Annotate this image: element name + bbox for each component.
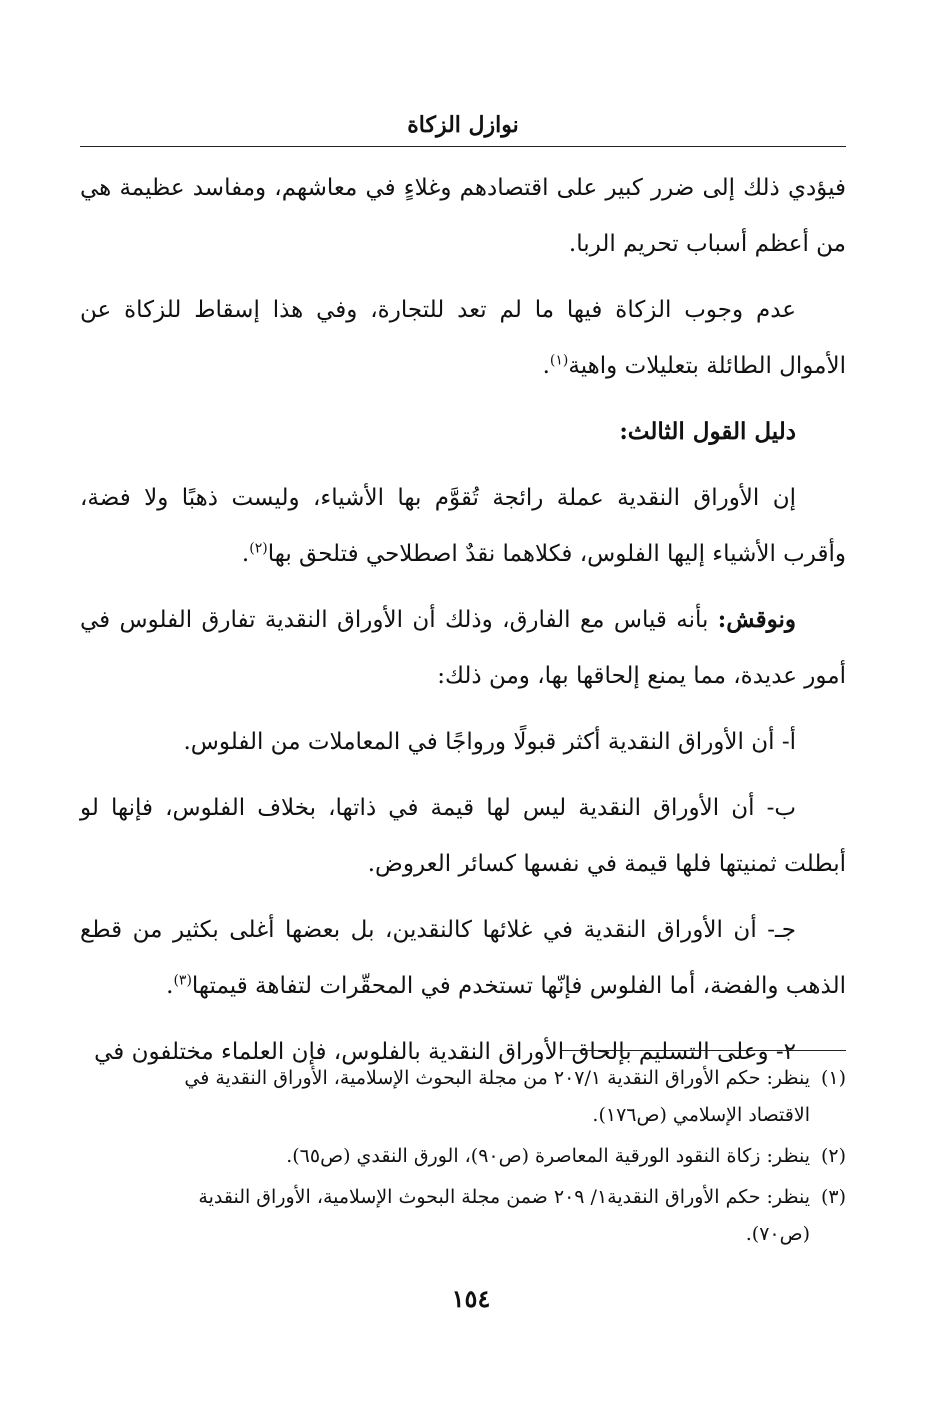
- footnote-text: الاقتصاد الإسلامي (ص١٧٦).: [592, 1104, 810, 1126]
- footnote-text: ينظر: حكم الأوراق النقدية ٢٠٧/١ من مجلة البحوث الإسلامية، الأوراق النقدية في: [184, 1067, 810, 1089]
- paragraph: عدم وجوب الزكاة فيها ما لم تعد للتجارة، وفي هذا إسقاط للزكاة عن الأموال الطائلة بتعليلات واهية$^{(١)}$.: [80, 297, 846, 379]
- paragraph: إن الأوراق النقدية عملة رائجة تُقوَّم بها الأشياء، وليست ذهبًا ولا فضة، وأقرب الأشياء إليها الفلوس، فكلاهما نقدٌ اصطلاحي فتلحق بها$^{(٢)}$.: [80, 485, 846, 567]
- list-item: أ- أن الأوراق النقدية أكثر قبولًا ورواجًا في المعاملات من الفلوس.: [183, 729, 796, 755]
- footnote-number: (٣): [820, 1186, 846, 1208]
- footnote: [80, 1060, 846, 1134]
- footnotes: [80, 1060, 846, 1257]
- footnote-text: ينظر: حكم الأوراق النقدية١/ ٢٠٩ ضمن مجلة البحوث الإسلامية، الأوراق النقدية: [198, 1186, 810, 1208]
- footnote: [80, 1138, 846, 1175]
- paragraph-text: فيؤدي ذلك إلى ضرر كبير على اقتصادهم وغلاءٍ في معاشهم، ومفاسد عظيمة هي من أعظم أسباب تحريم الربا.: [80, 175, 846, 257]
- paragraph-text: بأنه قياس مع الفارق، وذلك أن الأوراق النقدية تفارق الفلوس في أمور عديدة، مما يمنع إلحاقها بها، ومن ذلك:: [80, 607, 846, 689]
- list-item: ب- أن الأوراق النقدية ليس لها قيمة في ذاتها، بخلاف الفلوس، فإنها لو أبطلت ثمنيتها فلها قيمة في نفسها كسائر العروض.: [80, 795, 846, 877]
- footnote-number: (١): [820, 1067, 846, 1089]
- footnote-text: ينظر: زكاة النقود الورقية المعاصرة (ص٩٠)، الورق النقدي (ص٦٥).: [286, 1145, 810, 1167]
- paragraph: ٢- وعلى التسليم بإلحاق الأوراق النقدية بالفلوس، فإن العلماء مختلفون في: [94, 1039, 796, 1065]
- footnote-number: (٢): [820, 1145, 846, 1167]
- footnote-ref: (٢): [249, 540, 268, 557]
- list-item: جـ- أن الأوراق النقدية في غلائها كالنقدين، بل بعضها أغلى بكثير من قطع الذهب والفضة، أما الفلوس فإنّها تستخدم في المحقّرات لتفاهة قيمتها$^{(٣)}$.: [80, 917, 846, 999]
- paragraph-text: عدم وجوب الزكاة فيها ما لم تعد للتجارة، وفي هذا إسقاط للزكاة عن الأموال الطائلة بتعليلات واهية: [80, 297, 846, 379]
- page-number: ١٥٤: [451, 1284, 491, 1313]
- paragraph: [80, 592, 846, 704]
- main-text: [80, 160, 846, 1090]
- footnote: [80, 1179, 846, 1253]
- paragraph-text: إن الأوراق النقدية عملة رائجة تُقوَّم بها الأشياء، وليست ذهبًا ولا فضة، وأقرب الأشياء إليها الفلوس، فكلاهما نقدٌ اصطلاحي فتلحق بها: [80, 485, 846, 567]
- header-rule: [80, 146, 846, 147]
- footnote-text: (ص٧٠).: [745, 1223, 810, 1245]
- running-header: نوازل الزكاة: [407, 112, 519, 138]
- footnote-rule: [560, 1050, 846, 1051]
- section-heading: دليل القول الثالث:: [619, 418, 796, 445]
- paragraph-text: جـ- أن الأوراق النقدية في غلائها كالنقدين، بل بعضها أغلى بكثير من قطع الذهب والفضة، أما الفلوس فإنّها تستخدم في المحقّرات لتفاهة قيمتها: [80, 917, 846, 999]
- footnote-ref: (١): [549, 352, 569, 369]
- footnote-ref: (٣): [173, 972, 192, 989]
- paragraph-continuation: [80, 160, 846, 272]
- objection-label: ونوقش:: [717, 606, 796, 633]
